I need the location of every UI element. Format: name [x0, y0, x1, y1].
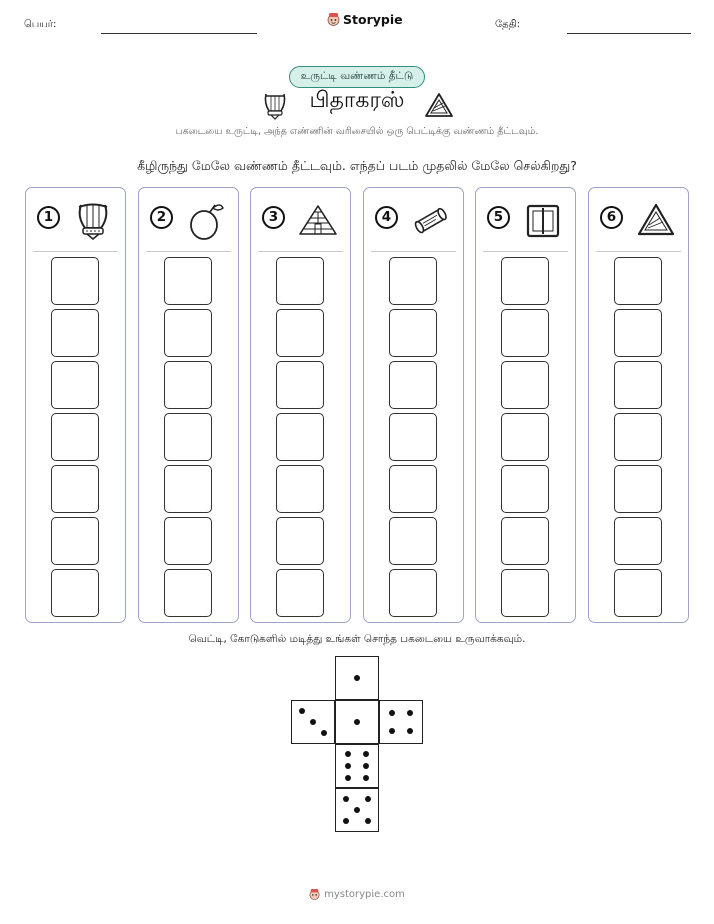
footer-site[interactable]: mystorypie.com	[324, 889, 405, 900]
coloring-box[interactable]	[614, 257, 662, 305]
date-label: தேதி:	[495, 19, 521, 30]
date-line[interactable]	[567, 33, 691, 34]
coloring-box[interactable]	[51, 257, 99, 305]
coloring-box[interactable]	[276, 309, 324, 357]
coloring-box[interactable]	[501, 517, 549, 565]
dice-face-center	[335, 700, 379, 744]
column-3	[250, 187, 351, 623]
coloring-box[interactable]	[164, 517, 212, 565]
door-icon	[522, 200, 564, 242]
coloring-box[interactable]	[164, 257, 212, 305]
coloring-box[interactable]	[51, 517, 99, 565]
coloring-box[interactable]	[501, 257, 549, 305]
column-1	[25, 187, 126, 623]
coloring-box[interactable]	[389, 569, 437, 617]
column-4	[363, 187, 464, 623]
coloring-box[interactable]	[389, 361, 437, 409]
coloring-box[interactable]	[614, 413, 662, 461]
triangle-icon	[635, 200, 677, 242]
storypie-mascot-icon	[327, 12, 340, 27]
coloring-box[interactable]	[276, 361, 324, 409]
coloring-box[interactable]	[51, 361, 99, 409]
triangle-icon	[424, 91, 454, 119]
lyre-icon	[72, 200, 114, 242]
pyramid-icon	[297, 200, 339, 242]
column-6	[588, 187, 689, 623]
coloring-box[interactable]	[614, 517, 662, 565]
instructions: பகடையை உருட்டி, அந்த எண்ணின் வரிசையில் ஒரு பெட்டிக்கு வண்ணம் தீட்டவும்.	[175, 126, 539, 137]
storypie-mascot-icon	[309, 888, 320, 901]
coloring-box[interactable]	[51, 569, 99, 617]
scroll-icon	[410, 200, 452, 242]
name-label: பெயர்:	[24, 19, 57, 30]
coloring-box[interactable]	[389, 413, 437, 461]
question: கீழிருந்து மேலே வண்ணம் தீட்டவும். எந்தப் படம் முதலில் மேலே செல்கிறது?	[137, 158, 577, 173]
coloring-box[interactable]	[51, 413, 99, 461]
column-number: 3	[262, 206, 285, 229]
coloring-box[interactable]	[389, 309, 437, 357]
coloring-box[interactable]	[51, 465, 99, 513]
coloring-box[interactable]	[501, 309, 549, 357]
footer	[0, 888, 714, 901]
coloring-box[interactable]	[389, 465, 437, 513]
coloring-box[interactable]	[389, 517, 437, 565]
activity-pill: உருட்டி வண்ணம் தீட்டு	[289, 66, 425, 88]
column-number: 2	[150, 206, 173, 229]
coloring-box[interactable]	[164, 309, 212, 357]
coloring-box[interactable]	[389, 257, 437, 305]
column-2	[138, 187, 239, 623]
name-line[interactable]	[101, 33, 257, 34]
coloring-box[interactable]	[51, 309, 99, 357]
dice-face-top	[335, 656, 379, 700]
coloring-box[interactable]	[276, 257, 324, 305]
coloring-box[interactable]	[501, 361, 549, 409]
coloring-box[interactable]	[276, 413, 324, 461]
fruit-icon	[185, 200, 227, 242]
coloring-box[interactable]	[501, 465, 549, 513]
coloring-box[interactable]	[614, 361, 662, 409]
brand-name: Storypie	[343, 12, 403, 27]
page-title: பிதாகரஸ்	[309, 88, 405, 113]
coloring-box[interactable]	[276, 569, 324, 617]
coloring-box[interactable]	[164, 413, 212, 461]
brand-logo	[327, 12, 403, 27]
dice-instruction: வெட்டி, கோடுகளில் மடித்து உங்கள் சொந்த பகடையை உருவாக்கவும்.	[188, 633, 526, 645]
coloring-box[interactable]	[164, 569, 212, 617]
column-5	[475, 187, 576, 623]
coloring-box[interactable]	[164, 361, 212, 409]
column-number: 5	[487, 206, 510, 229]
column-number: 1	[37, 206, 60, 229]
dice-face-right	[379, 700, 423, 744]
dice-face-bottom	[335, 744, 379, 788]
dice-face-back	[335, 788, 379, 832]
column-number: 6	[600, 206, 623, 229]
coloring-box[interactable]	[614, 465, 662, 513]
coloring-box[interactable]	[276, 465, 324, 513]
coloring-box[interactable]	[276, 517, 324, 565]
coloring-box[interactable]	[614, 569, 662, 617]
coloring-box[interactable]	[501, 569, 549, 617]
lyre-icon	[262, 91, 288, 121]
coloring-box[interactable]	[614, 309, 662, 357]
coloring-box[interactable]	[164, 465, 212, 513]
column-number: 4	[375, 206, 398, 229]
coloring-box[interactable]	[501, 413, 549, 461]
dice-face-left	[291, 700, 335, 744]
